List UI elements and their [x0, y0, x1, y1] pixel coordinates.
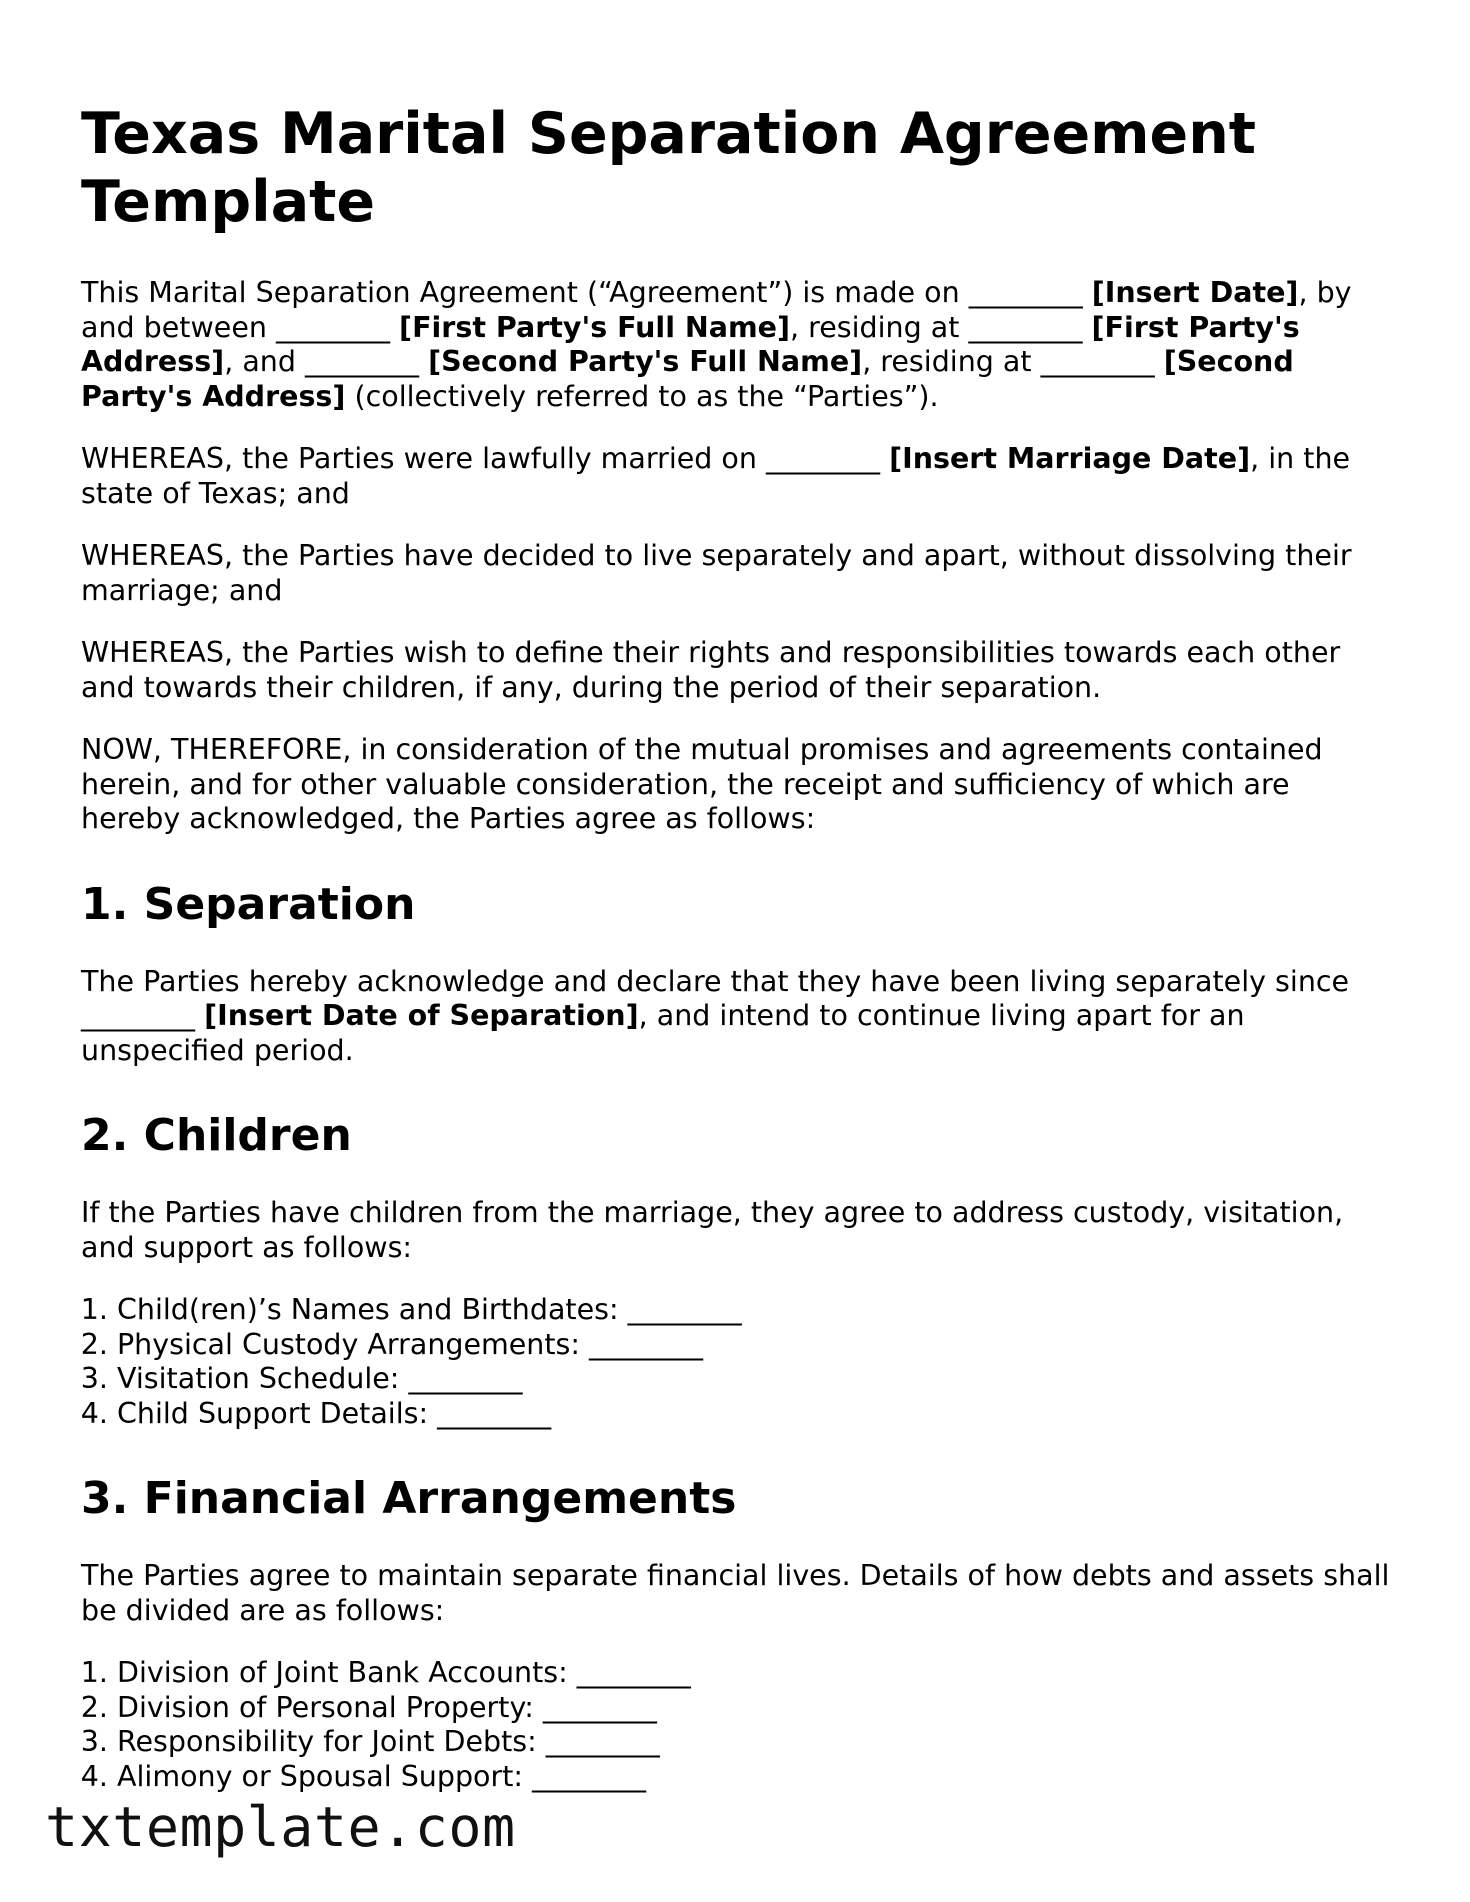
list-item: 4. Child Support Details: ________ [117, 1397, 1391, 1432]
whereas-separate: WHEREAS, the Parties have decided to live separately and apart, without dissolving their marriage; and [81, 539, 1352, 607]
section-separation-heading: 1. Separation [81, 878, 416, 930]
section-children-heading: 2. Children [81, 1110, 352, 1161]
now-therefore: NOW, THEREFORE, in consideration of the mutual promises and agreements contained herein, and for other valuable consideration, the receipt and sufficiency of which are hereby acknowledged, the Parties agree as follows: [81, 733, 1323, 835]
list-item: 3. Responsibility for Joint Debts: ________ [117, 1725, 1391, 1760]
list-item: 1. Division of Joint Bank Accounts: ________ [117, 1656, 1391, 1691]
section-separation-text: The Parties hereby acknowledge and declare that they have been living separately since ________ [Insert Date of Separation], and intend to continue living apart for an unspecified period. [81, 964, 1350, 1067]
whereas-marriage: WHEREAS, the Parties were lawfully married on ________ [Insert Marriage Date], in the state of Texas; and [81, 442, 1351, 510]
list-item: 4. Alimony or Spousal Support: ________ [117, 1760, 1391, 1795]
list-item: 2. Physical Custody Arrangements: ________ [117, 1328, 1391, 1363]
section-financial-text: The Parties agree to maintain separate financial lives. Details of how debts and assets shall be divided are as follows: [81, 1559, 1390, 1627]
intro-paragraph: This Marital Separation Agreement (“Agreement”) is made on ________ [Insert Date], by and between ________ [First Party's Full Name], residing at ________ [First Party's Address], and ________ [Second Party's Full Name], residing at ________ [Second Party's Address] (collectively referred to as the “Parties”). [81, 276, 1352, 413]
list-item: 1. Child(ren)’s Names and Birthdates: ________ [117, 1293, 1391, 1328]
watermark: txtemplate.com [45, 1795, 516, 1859]
document-title: Texas Marital Separation Agreement Template [81, 101, 1257, 235]
list-item: 2. Division of Personal Property: ________ [117, 1691, 1391, 1726]
financial-list [81, 1656, 1391, 1794]
section-financial-heading: 3. Financial Arrangements [81, 1473, 737, 1524]
children-list [81, 1293, 1391, 1431]
list-item: 3. Visitation Schedule: ________ [117, 1362, 1391, 1397]
whereas-rights: WHEREAS, the Parties wish to define their rights and responsibilities towards each other and towards their children, if any, during the period of their separation. [81, 636, 1341, 704]
section-children-text: If the Parties have children from the marriage, they agree to address custody, visitation, and support as follows: [81, 1196, 1344, 1264]
document-page [81, 100, 1391, 1822]
